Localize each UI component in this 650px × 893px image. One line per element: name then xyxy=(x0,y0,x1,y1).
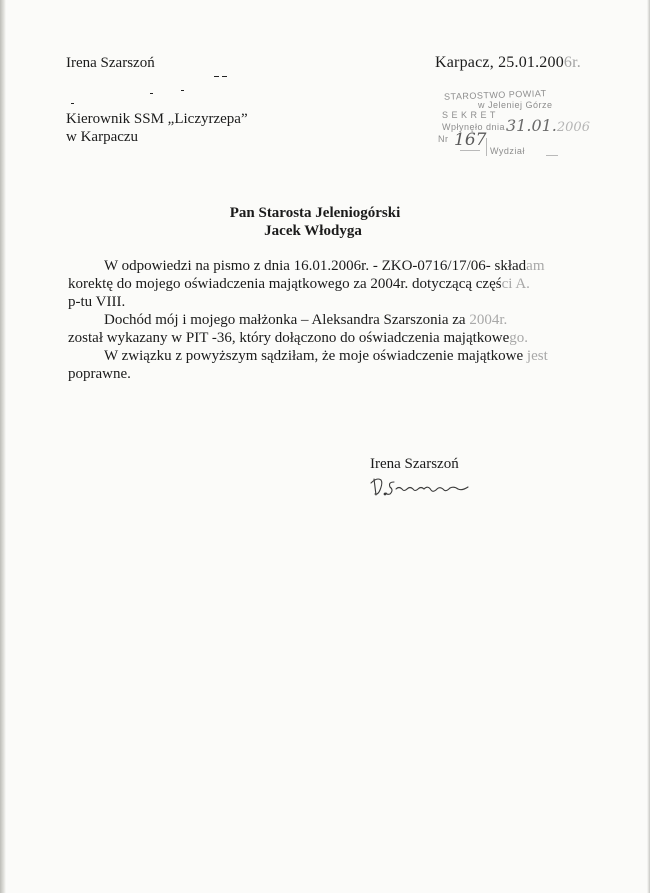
stamp-tick xyxy=(486,138,487,156)
sender-name: Irena Szarszoń xyxy=(66,55,155,71)
stamp-line-2: w Jeleniej Górze xyxy=(478,100,553,110)
body-paragraph-1-line-2 xyxy=(68,275,530,293)
recipient-line-2: w Karpaczu xyxy=(66,129,139,145)
stamp-line-4: Wpłynęło dnia xyxy=(442,122,506,132)
stamp-received-date xyxy=(506,116,590,135)
body-text-faded: ci A. xyxy=(501,276,530,292)
addressee-line-2: Jacek Włodyga xyxy=(264,223,362,239)
body-text-faded: am xyxy=(526,258,545,274)
body-text: Dochód mój i mojego małżonka – Aleksandra Szarszonia za xyxy=(104,312,470,328)
body-text: W odpowiedzi na pismo z dnia 16.01.2006r. - ZKO-0716/17/06- skład xyxy=(104,258,527,274)
stamp-line-1: STAROSTWO POWIAT xyxy=(443,88,547,102)
body-text-faded: 2004r. xyxy=(469,312,508,328)
registration-stamp xyxy=(430,88,590,160)
stamp-line-5: Nr xyxy=(438,134,449,144)
scan-speck xyxy=(71,103,74,104)
scan-speck xyxy=(181,90,184,91)
recipient-line-1: Kierownik SSM „Liczyrzepa” xyxy=(66,111,248,127)
body-text: W związku z powyższym sądziłam, że moje oświadczenie majątkowe xyxy=(104,348,524,364)
body-text: został wykazany w PIT -36, który dołączono do oświadczenia majątkowe xyxy=(68,330,510,346)
stamp-received-date-faded: 2006 xyxy=(556,120,590,135)
body-text-faded: jest xyxy=(523,348,548,364)
scan-speck xyxy=(222,76,227,77)
place-date-faded: 6r. xyxy=(563,54,581,71)
body-text: korektę do mojego oświadczenia majątkowego za 2004r. dotyczącą częś xyxy=(68,276,502,292)
scan-speck xyxy=(150,93,153,94)
stamp-received-date-main: 31.01. xyxy=(506,116,557,135)
stamp-underline xyxy=(546,155,558,156)
stamp-underline xyxy=(460,150,480,151)
body-paragraph-3-line-1 xyxy=(104,347,548,365)
stamp-line-6: Wydział xyxy=(490,146,525,156)
stamp-number: 167 xyxy=(454,130,487,150)
body-paragraph-3-line-2: poprawne. xyxy=(68,366,131,382)
scan-edge-left xyxy=(0,0,6,893)
handwritten-signature xyxy=(368,474,478,500)
place-date xyxy=(435,54,581,72)
scan-speck xyxy=(214,76,219,77)
body-paragraph-1-line-3: p-tu VIII. xyxy=(68,294,126,310)
body-paragraph-2-line-2 xyxy=(68,329,528,347)
place-date-main: Karpacz, 25.01.200 xyxy=(435,54,564,71)
stamp-line-3: S E K R E T xyxy=(442,110,496,120)
body-text-faded: go. xyxy=(509,330,529,346)
addressee-line-1: Pan Starosta Jeleniogórski xyxy=(229,205,401,221)
body-paragraph-1-line-1 xyxy=(104,257,545,275)
body-paragraph-2-line-1 xyxy=(104,311,507,329)
signature-printed-name: Irena Szarszoń xyxy=(370,456,459,472)
